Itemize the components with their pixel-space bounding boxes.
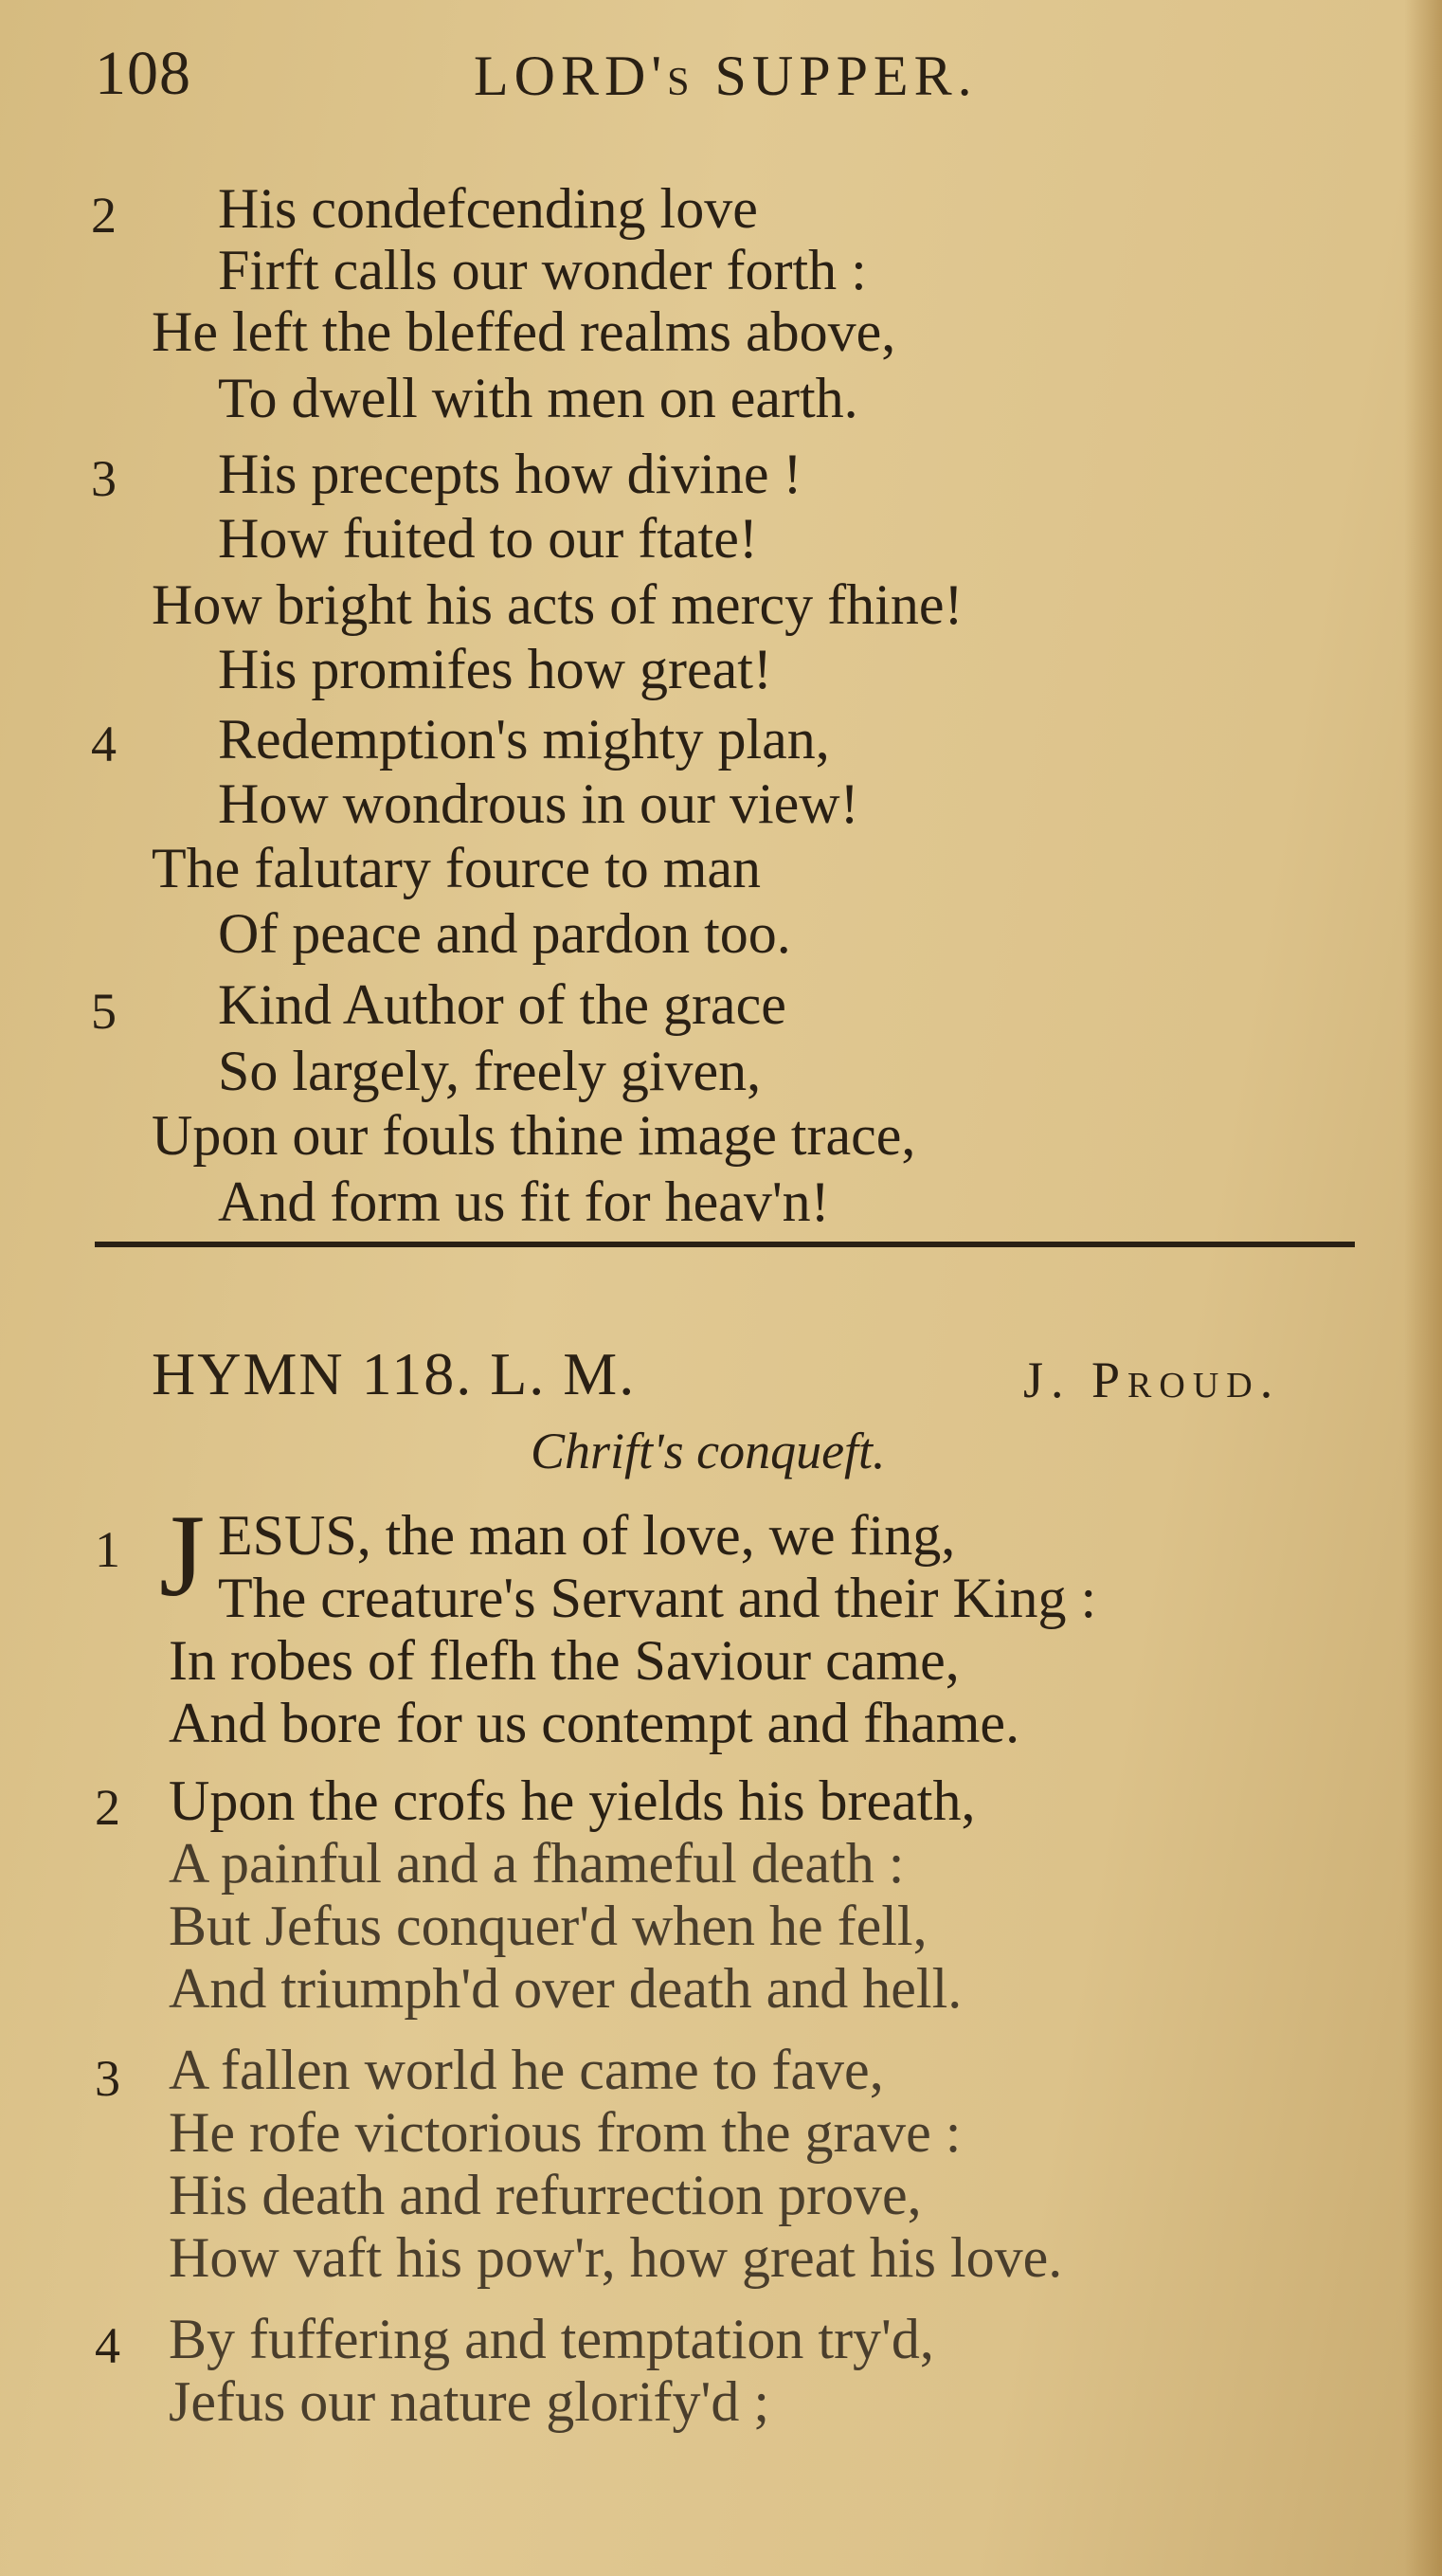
verse-line: The falutary fource to man (152, 837, 762, 899)
verse-line: He rofe victorious from the grave : (169, 2101, 962, 2164)
verse-line: His condefcending love (218, 177, 758, 240)
verse-line: And bore for us contempt and fhame. (169, 1692, 1020, 1754)
verse-line: Jefus our nature glorify'd ; (169, 2370, 769, 2433)
verse-line: Of peace and pardon too. (218, 902, 791, 965)
verse-line: He left the bleffed realms above, (152, 300, 896, 363)
verse-line: A painful and a fhameful death : (169, 1832, 905, 1895)
verse-line: How vaft his pow'r, how great his love. (169, 2226, 1063, 2289)
hymn-subtitle: Chrift's conqueft. (531, 1423, 886, 1479)
verse-line: The creature's Servant and their King : (218, 1567, 1097, 1629)
verse-number: 5 (91, 983, 117, 1040)
hymn-title: HYMN 118. L. M. (152, 1340, 637, 1407)
verse-line: His precepts how divine ! (218, 443, 802, 505)
verse-line: Redemption's mighty plan, (218, 708, 830, 771)
verse-line: Upon our fouls thine image trace, (152, 1104, 916, 1167)
running-head: LORD's SUPPER. (474, 45, 978, 107)
verse-line: By fuffering and temptation try'd, (169, 2308, 934, 2370)
verse-line: How fuited to our ftate! (218, 507, 758, 570)
verse-line: And form us fit for heav'n! (218, 1170, 830, 1233)
verse-line: But Jefus conquer'd when he fell, (169, 1895, 928, 1957)
page-edge-shadow (1404, 0, 1442, 2576)
verse-line: Kind Author of the grace (218, 973, 786, 1036)
verse-number: 2 (95, 1779, 120, 1836)
verse-number: 3 (95, 2050, 120, 2107)
page-header (95, 38, 1383, 123)
page-number: 108 (95, 39, 191, 108)
verse-number: 4 (91, 716, 117, 772)
verse-line: In robes of flefh the Saviour came, (169, 1629, 960, 1692)
verse-line: How wondrous in our view! (218, 772, 859, 835)
verse-line: So largely, freely given, (218, 1040, 762, 1102)
verse-number: 1 (95, 1521, 120, 1578)
verse-line: How bright his acts of mercy fhine! (152, 573, 964, 636)
verse-line: ESUS, the man of love, we fing, (218, 1504, 956, 1567)
verse-number: 4 (95, 2317, 120, 2374)
verse-line: Firft calls our wonder forth : (218, 239, 867, 301)
verse-line: To dwell with men on earth. (218, 367, 858, 429)
verse-line: And triumph'd over death and hell. (169, 1957, 963, 2020)
hymn-author: J. Proud. (1023, 1351, 1281, 1408)
verse-number: 3 (91, 450, 117, 507)
drop-cap: J (159, 1491, 206, 1621)
verse-line: Upon the crofs he yields his breath, (169, 1769, 976, 1832)
verse-line: A fallen world he came to fave, (169, 2039, 884, 2101)
verse-line: His promifes how great! (218, 638, 772, 700)
verse-line: His death and refurrection prove, (169, 2164, 922, 2226)
verse-number: 2 (91, 187, 117, 244)
section-divider (95, 1242, 1355, 1247)
